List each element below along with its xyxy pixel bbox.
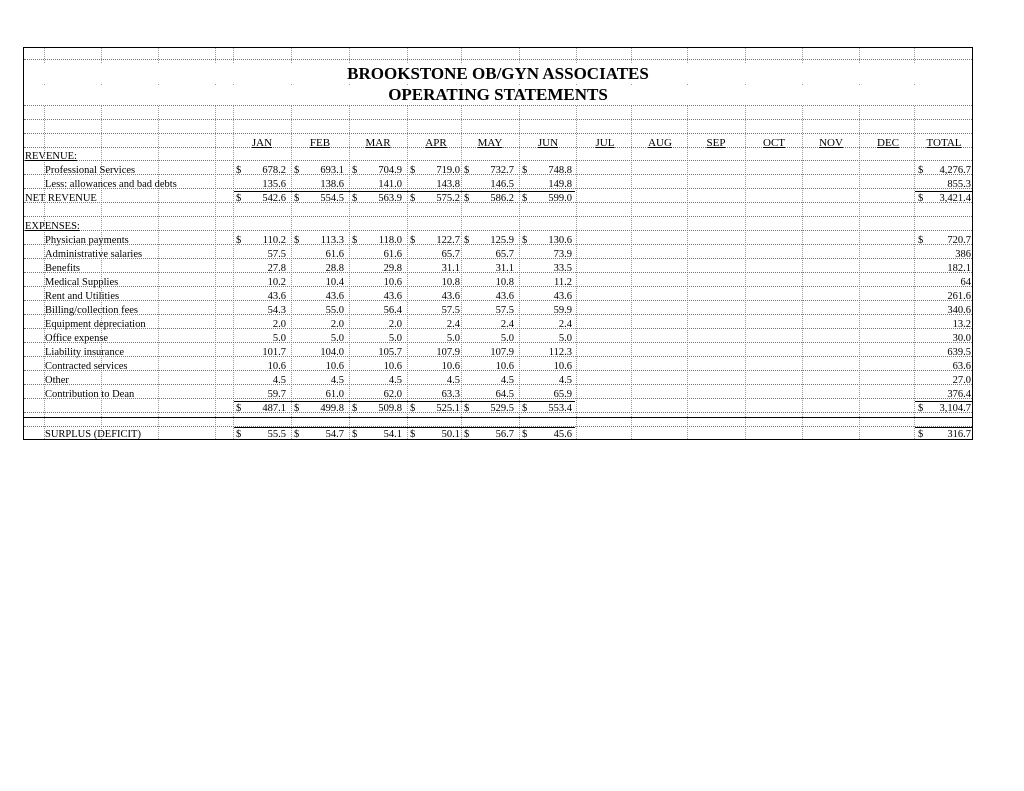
- month-header-aug: AUG: [648, 137, 672, 149]
- expense-row-value: 10.6: [441, 361, 460, 372]
- surplus-row-dollar-sign: $: [352, 429, 358, 440]
- net-revenue-row-value: 542.6: [262, 193, 286, 204]
- surplus-row-value: 54.1: [383, 429, 402, 440]
- net-revenue-row-value: 554.5: [320, 193, 344, 204]
- expense-row-total: 63.6: [952, 361, 971, 372]
- expense-total-row-value: 487.1: [262, 403, 286, 414]
- expense-row-dollar-sign: $: [410, 235, 416, 246]
- section-rule: [24, 417, 972, 418]
- surplus-row-value: 56.7: [495, 429, 514, 440]
- expense-total-row-total: 3,104.7: [939, 403, 971, 414]
- expense-total-row-dollar-sign: $: [918, 403, 924, 414]
- expense-row-value: 2.0: [330, 319, 344, 330]
- expense-row-value: 43.6: [325, 291, 344, 302]
- expense-total-row-value: 553.4: [548, 403, 572, 414]
- expense-row-value: 73.9: [553, 249, 572, 260]
- total-rule: [234, 401, 575, 402]
- expense-total-row-dollar-sign: $: [352, 403, 358, 414]
- total-rule: [915, 401, 973, 402]
- surplus-row-value: 45.6: [553, 429, 572, 440]
- revenue-row-value: 748.8: [548, 165, 572, 176]
- expense-row-value: 31.1: [495, 263, 514, 274]
- expense-row-value: 10.8: [495, 277, 514, 288]
- expense-row-value: 4.5: [558, 375, 572, 386]
- month-header-may: MAY: [477, 137, 503, 149]
- revenue-row-value: 732.7: [490, 165, 514, 176]
- expense-row-label: Equipment depreciation: [45, 319, 146, 330]
- net-revenue-row-dollar-sign: $: [918, 193, 924, 204]
- expense-row-value: 57.5: [441, 305, 460, 316]
- expense-total-row-value: 529.5: [490, 403, 514, 414]
- expense-row-value: 4.5: [272, 375, 286, 386]
- expense-row-value: 2.0: [272, 319, 286, 330]
- expense-row-dollar-sign: $: [464, 235, 470, 246]
- expense-row-value: 59.9: [553, 305, 572, 316]
- expense-row-value: 105.7: [378, 347, 402, 358]
- expense-row-label: Billing/collection fees: [45, 305, 139, 316]
- expense-row-value: 57.5: [267, 249, 286, 260]
- grid-hline: [24, 119, 972, 120]
- expense-row-total: 182.1: [947, 263, 971, 274]
- expense-row-value: 10.6: [553, 361, 572, 372]
- revenue-row-value: 146.5: [490, 179, 514, 190]
- revenue-row-dollar-sign: $: [236, 165, 242, 176]
- revenue-row-value: 693.1: [320, 165, 344, 176]
- net-revenue-row-dollar-sign: $: [464, 193, 470, 204]
- grid-hline: [24, 230, 972, 231]
- revenue-row-total: 855.3: [947, 179, 971, 190]
- net-revenue-row-total: 3,421.4: [939, 193, 971, 204]
- expense-row-value: 56.4: [383, 305, 402, 316]
- total-rule: [915, 191, 973, 192]
- revenue-row-dollar-sign: $: [918, 165, 924, 176]
- report-subtitle: OPERATING STATEMENTS: [24, 85, 972, 105]
- total-rule: [234, 191, 575, 192]
- revenue-row-total: 4,276.7: [939, 165, 971, 176]
- expense-row-value: 54.3: [267, 305, 286, 316]
- expense-row-value: 10.6: [383, 277, 402, 288]
- expense-row-label: Contracted services: [45, 361, 128, 372]
- expense-row-value: 5.0: [388, 333, 402, 344]
- expense-row-total: 720.7: [947, 235, 971, 246]
- expense-row-value: 65.7: [495, 249, 514, 260]
- expense-row-value: 110.2: [262, 235, 286, 246]
- expense-row-value: 2.4: [446, 319, 460, 330]
- expense-row-value: 5.0: [558, 333, 572, 344]
- expense-total-row-dollar-sign: $: [236, 403, 242, 414]
- month-header-mar: MAR: [365, 137, 391, 149]
- revenue-row-dollar-sign: $: [464, 165, 470, 176]
- expense-row-value: 65.7: [441, 249, 460, 260]
- expense-row-value: 57.5: [495, 305, 514, 316]
- expense-row-value: 107.9: [436, 347, 460, 358]
- revenue-row-value: 704.9: [378, 165, 402, 176]
- surplus-row-label: SURPLUS (DEFICIT): [45, 429, 141, 440]
- expense-row-value: 10.2: [267, 277, 286, 288]
- surplus-row-value: 54.7: [325, 429, 344, 440]
- total-header: TOTAL: [926, 137, 962, 149]
- expense-row-value: 43.6: [383, 291, 402, 302]
- expense-row-value: 122.7: [436, 235, 460, 246]
- expense-row-value: 10.8: [441, 277, 460, 288]
- expense-row-value: 61.0: [325, 389, 344, 400]
- grid-hline: [24, 216, 972, 217]
- total-rule: [915, 427, 973, 428]
- expense-total-row-value: 509.8: [378, 403, 402, 414]
- operating-statement-sheet: [23, 47, 973, 440]
- expense-row-value: 10.6: [495, 361, 514, 372]
- expense-row-dollar-sign: $: [352, 235, 358, 246]
- revenue-row-dollar-sign: $: [522, 165, 528, 176]
- expense-row-label: Administrative salaries: [45, 249, 143, 260]
- surplus-row-value: 55.5: [267, 429, 286, 440]
- net-revenue-row-dollar-sign: $: [294, 193, 300, 204]
- total-rule: [234, 427, 575, 428]
- expense-row-value: 43.6: [495, 291, 514, 302]
- expense-row-value: 62.0: [383, 389, 402, 400]
- month-header-apr: APR: [425, 137, 447, 149]
- revenue-row-value: 135.6: [262, 179, 286, 190]
- revenue-row-dollar-sign: $: [352, 165, 358, 176]
- surplus-row-value: 50.1: [441, 429, 460, 440]
- expense-row-total: 261.6: [947, 291, 971, 302]
- surplus-row-total: 316.7: [947, 429, 971, 440]
- grid-hline: [24, 105, 972, 106]
- grid-hline: [24, 160, 972, 161]
- month-header-oct: OCT: [763, 137, 785, 149]
- expense-row-total: 13.2: [952, 319, 971, 330]
- expense-row-label: Physician payments: [45, 235, 129, 246]
- expense-row-value: 5.0: [500, 333, 514, 344]
- expense-total-row-dollar-sign: $: [410, 403, 416, 414]
- revenue-row-value: 678.2: [262, 165, 286, 176]
- revenue-row-label: Less: allowances and bad debts: [45, 179, 177, 190]
- grid-hline: [24, 59, 972, 60]
- expense-row-dollar-sign: $: [918, 235, 924, 246]
- expense-row-value: 4.5: [330, 375, 344, 386]
- expense-row-value: 113.3: [320, 235, 344, 246]
- expense-row-label: Other: [45, 375, 69, 386]
- expense-row-label: Office expense: [45, 333, 109, 344]
- month-header-jan: JAN: [251, 137, 273, 149]
- expense-total-row-value: 525.1: [436, 403, 460, 414]
- surplus-row-dollar-sign: $: [522, 429, 528, 440]
- revenue-row-dollar-sign: $: [410, 165, 416, 176]
- revenue-row-value: 141.0: [378, 179, 402, 190]
- expense-total-row-dollar-sign: $: [294, 403, 300, 414]
- expense-row-value: 63.3: [441, 389, 460, 400]
- expense-row-dollar-sign: $: [522, 235, 528, 246]
- expense-total-row-dollar-sign: $: [464, 403, 470, 414]
- expense-row-value: 118.0: [378, 235, 402, 246]
- expense-row-value: 61.6: [383, 249, 402, 260]
- expense-row-value: 11.2: [554, 277, 572, 288]
- expense-row-value: 2.4: [500, 319, 514, 330]
- surplus-row-dollar-sign: $: [918, 429, 924, 440]
- expense-row-value: 43.6: [441, 291, 460, 302]
- expense-row-value: 130.6: [548, 235, 572, 246]
- net-revenue-row-dollar-sign: $: [236, 193, 242, 204]
- revenue-row-dollar-sign: $: [294, 165, 300, 176]
- revenue-row-value: 138.6: [320, 179, 344, 190]
- surplus-row-dollar-sign: $: [410, 429, 416, 440]
- expense-row-value: 2.4: [558, 319, 572, 330]
- expense-row-total: 64: [960, 277, 971, 288]
- surplus-row-dollar-sign: $: [464, 429, 470, 440]
- expense-row-value: 101.7: [262, 347, 286, 358]
- expense-row-total: 340.6: [947, 305, 971, 316]
- net-revenue-row-value: 563.9: [378, 193, 402, 204]
- grid-hline: [24, 133, 972, 134]
- expense-row-value: 107.9: [490, 347, 514, 358]
- month-header-dec: DEC: [877, 137, 899, 149]
- expense-row-value: 33.5: [553, 263, 572, 274]
- expense-row-value: 10.6: [267, 361, 286, 372]
- revenue-row-value: 149.8: [548, 179, 572, 190]
- net-revenue-row-value: 575.2: [436, 193, 460, 204]
- expense-total-row-dollar-sign: $: [522, 403, 528, 414]
- expenses-section-label: EXPENSES:: [25, 221, 80, 232]
- expense-row-value: 59.7: [267, 389, 286, 400]
- month-header-jun: JUN: [537, 137, 559, 149]
- expense-row-total: 639.5: [947, 347, 971, 358]
- month-header-feb: FEB: [309, 137, 331, 149]
- revenue-row-value: 143.8: [436, 179, 460, 190]
- expense-row-value: 4.5: [500, 375, 514, 386]
- month-header-jul: JUL: [595, 137, 615, 149]
- expense-row-total: 386: [955, 249, 971, 260]
- month-header-sep: SEP: [706, 137, 726, 149]
- expense-row-value: 65.9: [553, 389, 572, 400]
- expense-row-value: 64.5: [495, 389, 514, 400]
- expense-row-label: Liability insurance: [45, 347, 125, 358]
- expense-row-value: 43.6: [553, 291, 572, 302]
- expense-row-label: Medical Supplies: [45, 277, 119, 288]
- expense-row-value: 43.6: [267, 291, 286, 302]
- expense-row-dollar-sign: $: [236, 235, 242, 246]
- expense-row-label: Contribution to Dean: [45, 389, 135, 400]
- expense-row-dollar-sign: $: [294, 235, 300, 246]
- expense-row-value: 112.3: [548, 347, 572, 358]
- net-revenue-row-value: 599.0: [548, 193, 572, 204]
- expense-total-row-value: 499.8: [320, 403, 344, 414]
- expense-row-value: 5.0: [446, 333, 460, 344]
- expense-row-value: 4.5: [388, 375, 402, 386]
- revenue-section-label: REVENUE:: [25, 151, 77, 162]
- expense-row-value: 29.8: [383, 263, 402, 274]
- report-title: BROOKSTONE OB/GYN ASSOCIATES: [24, 64, 972, 84]
- expense-row-value: 55.0: [325, 305, 344, 316]
- net-revenue-row-dollar-sign: $: [410, 193, 416, 204]
- expense-row-label: Rent and Utilities: [45, 291, 120, 302]
- expense-row-total: 30.0: [952, 333, 971, 344]
- surplus-row-dollar-sign: $: [236, 429, 242, 440]
- expense-row-total: 376.4: [947, 389, 971, 400]
- expense-row-value: 10.6: [383, 361, 402, 372]
- revenue-row-value: 719.0: [436, 165, 460, 176]
- expense-row-value: 5.0: [272, 333, 286, 344]
- expense-row-value: 104.0: [320, 347, 344, 358]
- net-revenue-row-label: NET REVENUE: [25, 193, 97, 204]
- expense-row-value: 10.4: [325, 277, 344, 288]
- expense-row-total: 27.0: [952, 375, 971, 386]
- net-revenue-row-dollar-sign: $: [352, 193, 358, 204]
- expense-row-value: 31.1: [441, 263, 460, 274]
- expense-row-value: 125.9: [490, 235, 514, 246]
- net-revenue-row-dollar-sign: $: [522, 193, 528, 204]
- expense-row-label: Benefits: [45, 263, 80, 274]
- surplus-row-dollar-sign: $: [294, 429, 300, 440]
- expense-row-value: 28.8: [325, 263, 344, 274]
- expense-row-value: 27.8: [267, 263, 286, 274]
- expense-row-value: 10.6: [325, 361, 344, 372]
- expense-row-value: 4.5: [446, 375, 460, 386]
- expense-row-value: 61.6: [325, 249, 344, 260]
- expense-row-value: 5.0: [330, 333, 344, 344]
- net-revenue-row-value: 586.2: [490, 193, 514, 204]
- expense-row-value: 2.0: [388, 319, 402, 330]
- month-header-nov: NOV: [819, 137, 843, 149]
- revenue-row-label: Professional Services: [45, 165, 136, 176]
